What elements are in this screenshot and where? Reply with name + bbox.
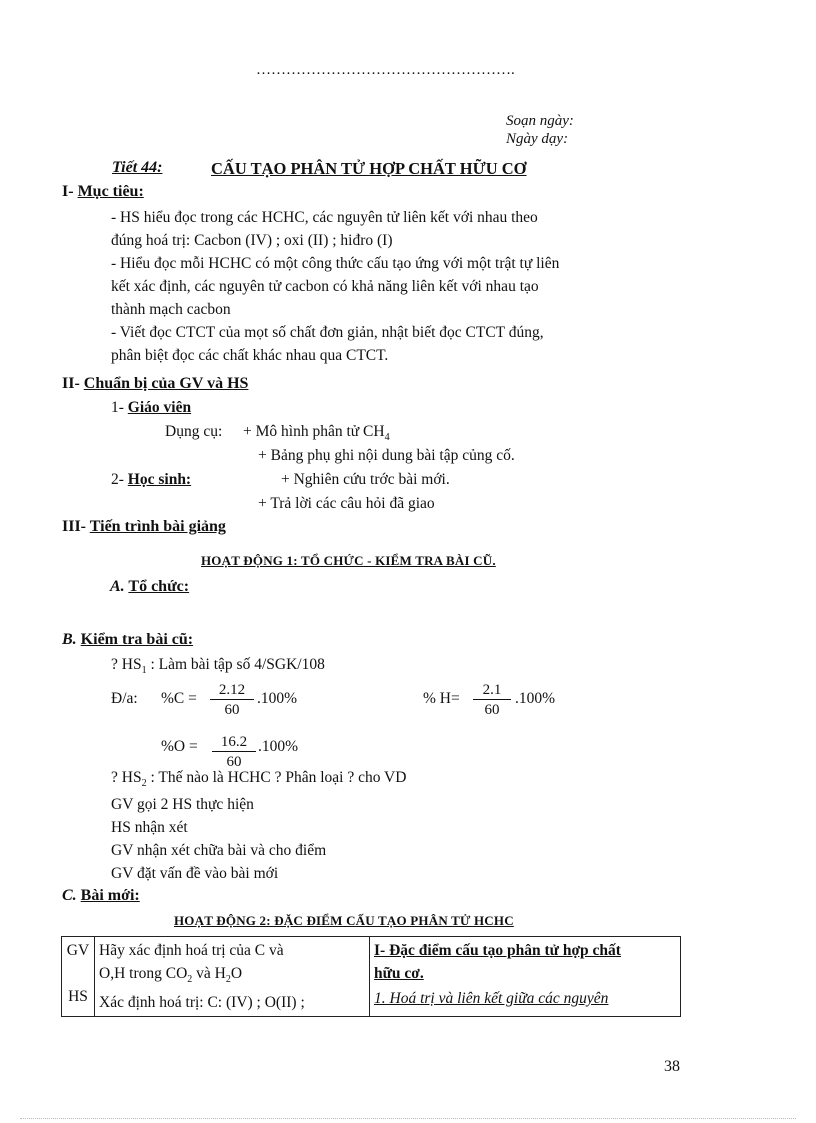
percent-c-tail: .100% (257, 690, 298, 707)
hs1-question-subscript: 1 (141, 665, 147, 677)
content-cell (370, 937, 681, 1017)
section-1-title: Mục tiêu: (77, 183, 144, 200)
section-3-heading (62, 518, 226, 536)
section-3-title: Tiến trình bài giảng (89, 518, 226, 535)
part-b-title: Kiểm tra bài cũ: (80, 631, 194, 648)
objective-line: phân biệt đọc các chất khác nhau qua CTCT. (111, 347, 389, 364)
part-b-heading (62, 631, 193, 649)
hs1-question (111, 656, 325, 676)
part-a-label: A. (110, 578, 125, 595)
section-1-number: I- (62, 183, 74, 200)
fraction-numerator: 2.12 (210, 681, 254, 700)
teacher-number: 1- (111, 399, 124, 416)
procedure-line: GV nhận xét chữa bài và cho điểm (111, 842, 327, 859)
activity-2-title: HOẠT ĐỘNG 2: ĐẶC ĐIỂM CẤU TẠO PHÂN TỬ HCHC (174, 913, 514, 928)
hs1-question-text: : Làm bài tập số 4/SGK/108 (146, 656, 325, 673)
activity-line-text: O (230, 965, 243, 982)
objectives-block (111, 206, 559, 367)
fraction-numerator: 16.2 (212, 733, 256, 752)
activity-subscript: 2 (225, 974, 231, 986)
percent-o-tail: .100% (258, 738, 299, 755)
student-item-2: + Trả lời các câu hỏi đã giao (258, 495, 435, 512)
section-3-number: III- (62, 518, 87, 535)
activity-line: Hãy xác định hoá trị của C và (99, 942, 284, 959)
student-title: Học sinh: (127, 471, 192, 488)
teacher-heading (111, 399, 191, 417)
soan-ngay: Soạn ngày: (506, 113, 574, 129)
hs1-question-prefix: ? HS (111, 656, 142, 673)
fraction-denominator: 60 (224, 702, 240, 718)
lesson-title: CẤU TẠO PHÂN TỬ HỢP CHẤT HỮU CƠ (211, 159, 527, 178)
part-a-title: Tổ chức: (128, 578, 190, 595)
percent-h-label: % H= (423, 690, 460, 707)
teacher-title: Giáo viên (127, 399, 192, 416)
objective-line: thành mạch cacbon (111, 301, 231, 318)
tools-item-1-text: + Mô hình phân tử CH (243, 423, 385, 440)
role-cell (62, 937, 95, 1017)
tiet-label: Tiết 44: (112, 159, 163, 176)
section-1-heading (62, 183, 144, 201)
objective-line: đúng hoá trị: Cacbon (IV) ; oxi (II) ; hiđro (I) (111, 232, 393, 249)
content-title: hữu cơ. (374, 965, 424, 982)
tools-item-2: + Bảng phụ ghi nội dung bài tập củng cố. (258, 447, 515, 464)
table-row (62, 937, 681, 1017)
activity-subscript: 2 (187, 974, 193, 986)
content-title: I- Đặc điểm cấu tạo phân tử hợp chất (374, 942, 621, 959)
part-c-label: C. (62, 887, 77, 904)
objective-line: kết xác định, các nguyên tử cacbon có khả năng liên kết với nhau tạo (111, 278, 539, 295)
page-number: 38 (664, 1058, 680, 1075)
hs2-question-prefix: ? HS (111, 769, 142, 786)
percent-c-label: %C = (161, 690, 197, 707)
percent-o-fraction (212, 733, 256, 772)
fraction-denominator: 60 (484, 702, 500, 718)
procedure-line: GV gọi 2 HS thực hiện (111, 796, 254, 813)
activity-line-text: và H (192, 965, 226, 982)
tools-item-1 (243, 423, 390, 443)
percent-h-tail: .100% (515, 690, 556, 707)
role-hs: HS (68, 988, 88, 1005)
content-subtitle: 1. Hoá trị và liên kết giữa các nguyên (374, 990, 609, 1007)
activity-line-text: O,H trong CO (99, 965, 188, 982)
answer-label: Đ/a: (111, 690, 138, 707)
ngay-day: Ngày dạy: (506, 131, 569, 147)
fraction-numerator: 2.1 (473, 681, 511, 700)
student-heading (111, 471, 191, 489)
percent-c-fraction (210, 681, 254, 720)
activity-line: Xác định hoá trị: C: (IV) ; O(II) ; (99, 994, 305, 1012)
procedure-line: GV đặt vấn đề vào bài mới (111, 865, 279, 882)
tools-item-1-subscript: 4 (384, 432, 390, 444)
part-c-title: Bài mới: (80, 887, 140, 904)
objective-line: - Hiểu đọc mỗi HCHC có một công thức cấu tạo ứng với một trật tự liên (111, 255, 560, 272)
student-number: 2- (111, 471, 124, 488)
fraction-denominator: 60 (226, 754, 242, 770)
role-spacer (64, 962, 92, 985)
objective-line: - Viết đọc CTCT của mọt số chất đơn giản, nhật biết đọc CTCT đúng, (111, 324, 544, 341)
activity-cell (95, 937, 370, 1017)
header-dots: ……………………………………………. (256, 62, 515, 78)
page-bottom-divider (20, 1118, 796, 1119)
procedure-block (111, 793, 326, 885)
part-a-heading (110, 578, 189, 596)
section-2-number: II- (62, 375, 80, 392)
student-item-1: + Nghiên cứu trớc bài mới. (281, 471, 450, 488)
hs2-question-text: : Thế nào là HCHC ? Phân loại ? cho VD (146, 769, 407, 786)
percent-o-label: %O = (161, 738, 198, 755)
lesson-table (61, 936, 681, 1017)
hs2-question (111, 769, 406, 789)
part-c-heading (62, 887, 140, 905)
activity-1-title: HOẠT ĐỘNG 1: TỔ CHỨC - KIỂM TRA BÀI CŨ. (201, 553, 496, 568)
section-2-heading (62, 375, 248, 393)
part-b-label: B. (62, 631, 77, 648)
procedure-line: HS nhận xét (111, 819, 188, 836)
hs2-question-subscript: 2 (141, 778, 147, 790)
percent-h-fraction (473, 681, 511, 720)
activity-line (99, 962, 365, 991)
objective-line: - HS hiểu đọc trong các HCHC, các nguyên tử liên kết với nhau theo (111, 209, 538, 226)
tools-label: Dụng cụ: (165, 423, 223, 440)
section-2-title: Chuẩn bị của GV và HS (83, 375, 249, 392)
role-gv: GV (66, 942, 90, 959)
